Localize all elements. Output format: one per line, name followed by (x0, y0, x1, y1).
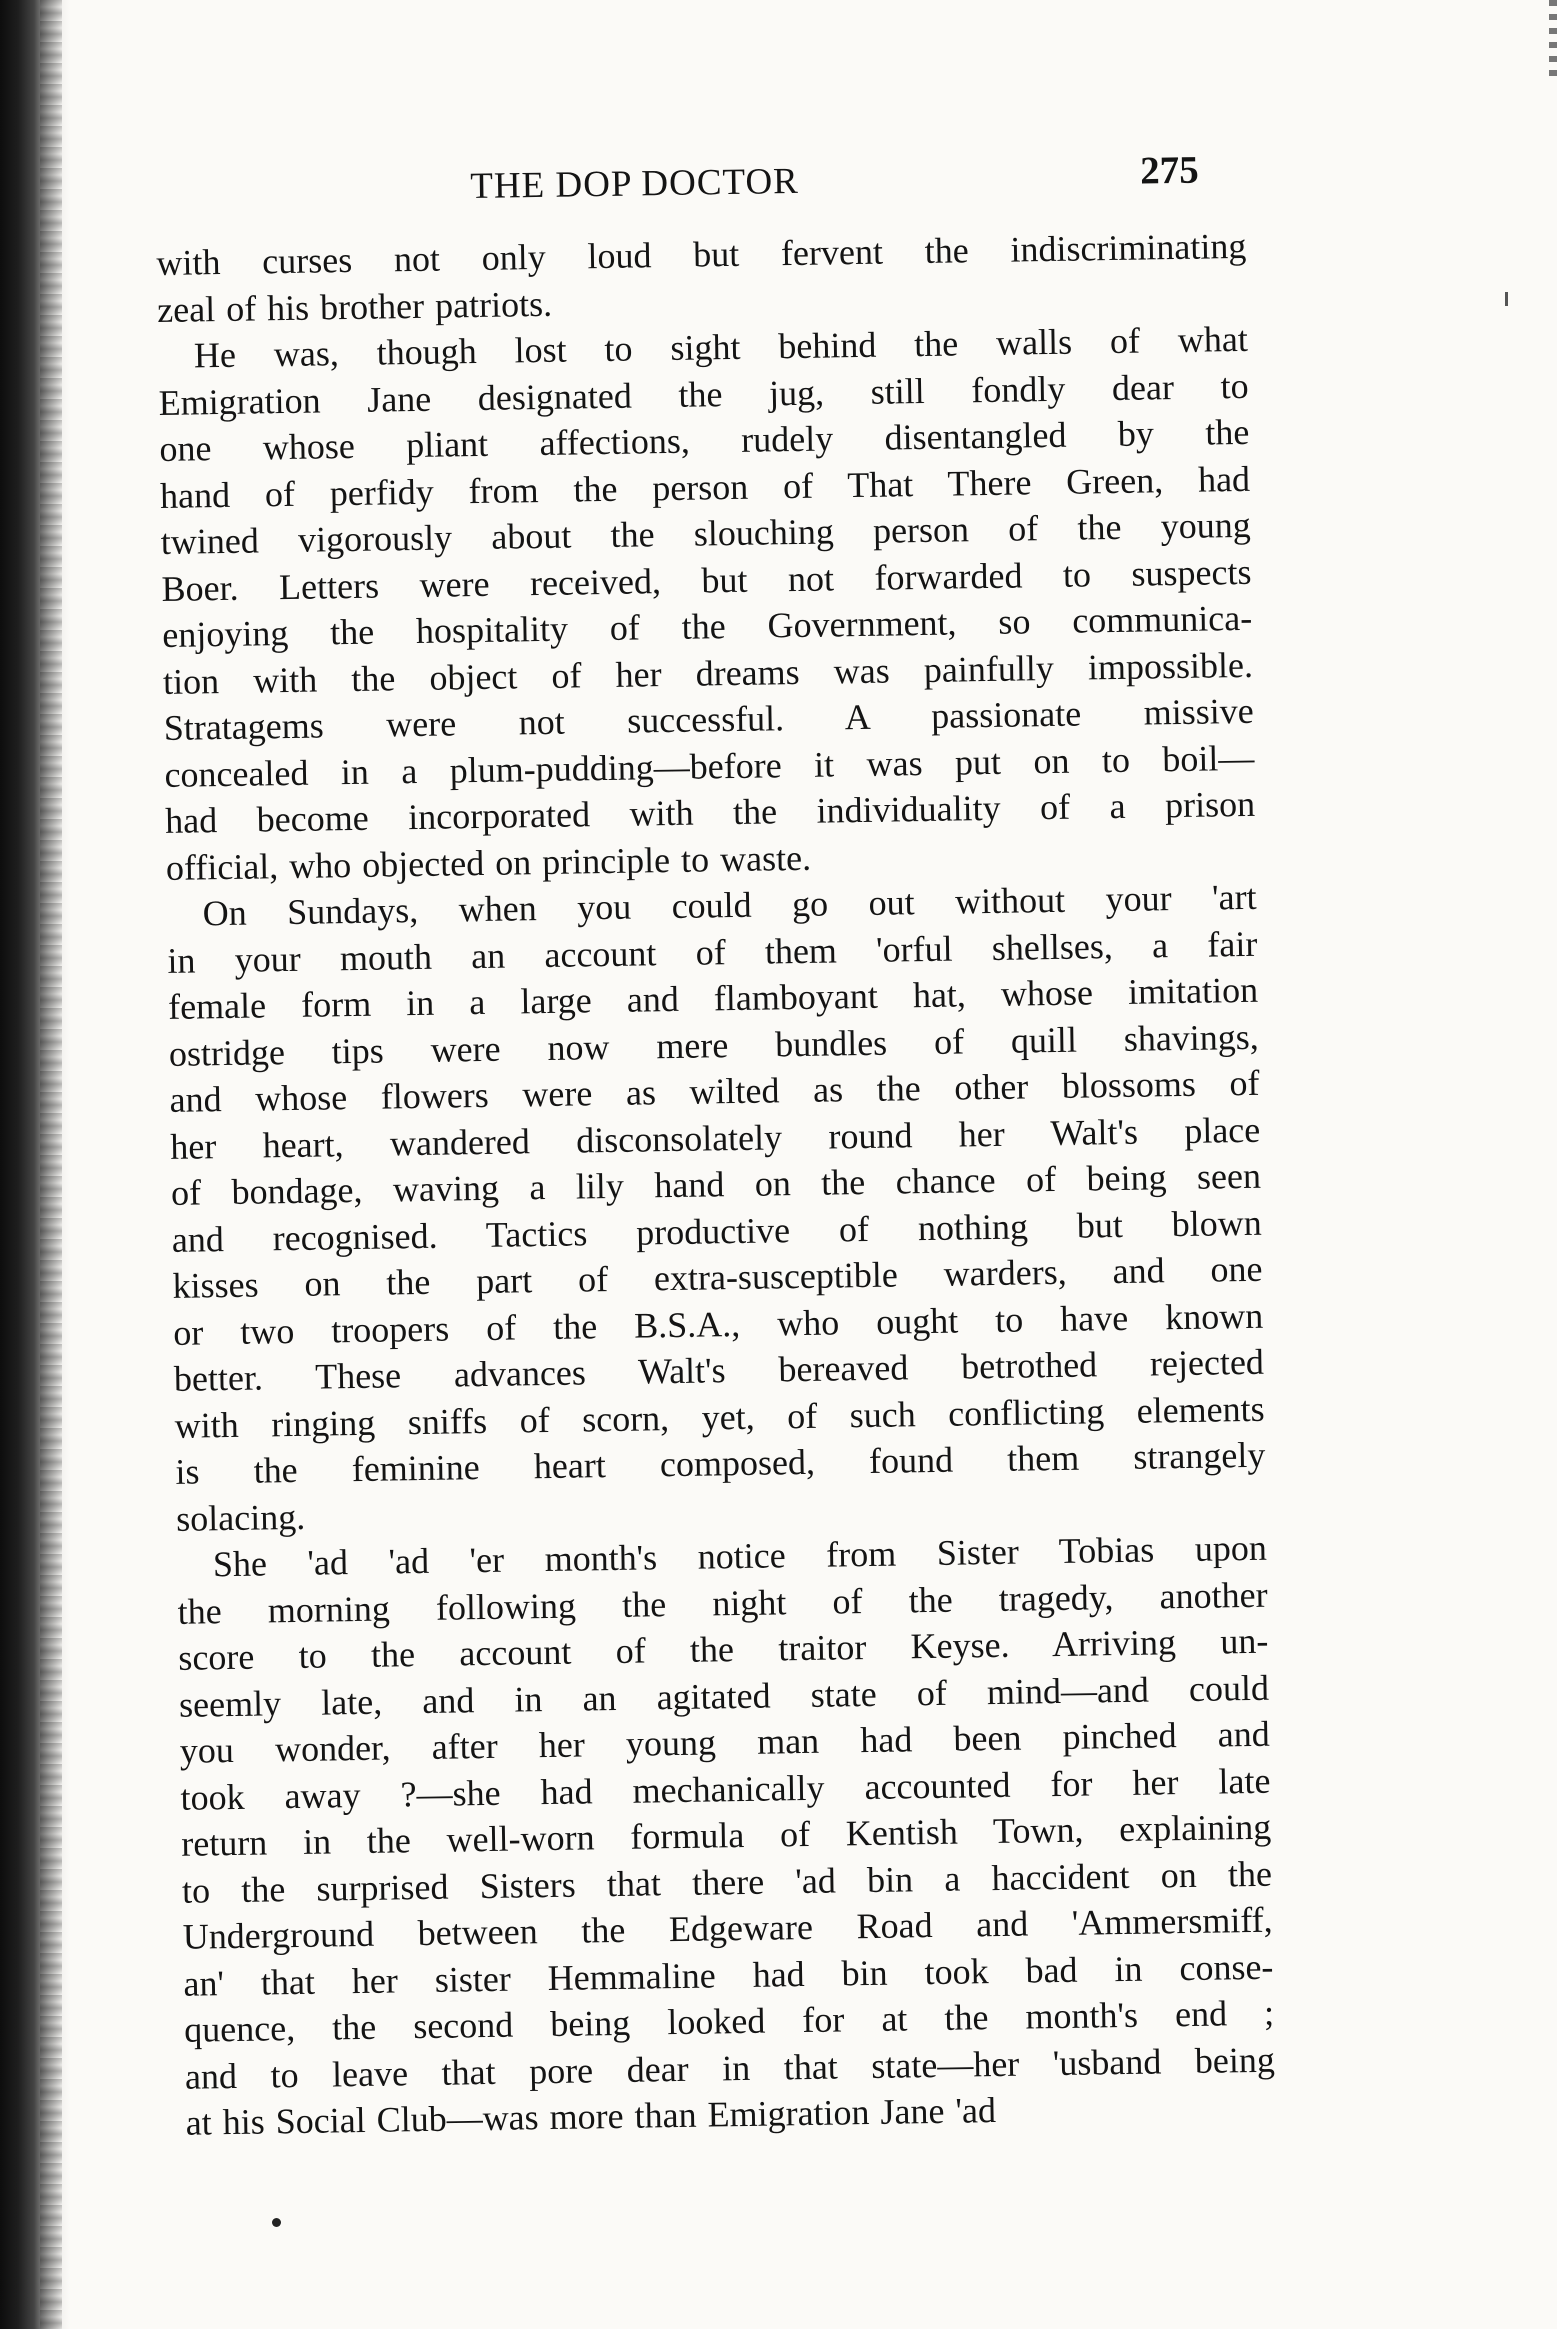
body-text (156, 223, 1276, 2146)
text-line: is the feminine heart composed, found them strangely (175, 1434, 1266, 1492)
text-line: the morning following the night of the tragedy, another (177, 1574, 1268, 1632)
text-line: at his Social Club—was more than Emigration Jane 'ad (185, 2090, 997, 2143)
text-line: Emigration Jane designated the jug, still fondly dear to (158, 365, 1249, 423)
text-line: seemly late, and in an agitated state of mind—and could (178, 1667, 1270, 1725)
text-line: quence, the second being looked for at the month's end ; (183, 1992, 1275, 2050)
ink-speck (272, 2218, 281, 2227)
text-line: enjoying the hospitality of the Government, so communica- (161, 597, 1253, 655)
text-line: kisses on the part of extra-susceptible warders, and one (172, 1248, 1263, 1306)
paragraph (166, 874, 1266, 1542)
text-line: tion with the object of her dreams was painfully impossible. (162, 644, 1254, 702)
text-line: Boer. Letters were received, but not forwarded to suspects (161, 551, 1252, 609)
text-line: He was, though lost to sight behind the walls of what (193, 318, 1249, 376)
text-line: twined vigorously about the slouching person of the young (160, 504, 1252, 562)
text-line: and to leave that pore dear in that state—her 'usband being (184, 2039, 1276, 2097)
text-line: and whose flowers were as wilted as the other blossoms of (169, 1062, 1260, 1120)
text-line: to the surprised Sisters that there 'ad bin a haccident on the (181, 1853, 1273, 1911)
text-line: you wonder, after her young man had been pinched and (179, 1713, 1271, 1771)
text-line: an' that her sister Hemmaline had bin took bad in conse- (183, 1946, 1274, 2004)
text-line: Underground between the Edgeware Road and 'Ammersmiff, (182, 1899, 1273, 1957)
text-line: She 'ad 'ad 'er month's notice from Sister Tobias upon (212, 1527, 1268, 1585)
paragraph (156, 223, 1247, 333)
text-line: with ringing sniffs of scorn, yet, of such conflicting elements (174, 1388, 1265, 1446)
text-line: in your mouth an account of them 'orful shellses, a fair (167, 923, 1258, 981)
text-line: female form in a large and flamboyant hat, whose imitation (167, 969, 1259, 1027)
scan-right-edge-marks (1549, 0, 1557, 80)
paragraph (177, 1525, 1276, 2147)
text-line: better. These advances Walt's bereaved betrothed rejected (173, 1341, 1265, 1399)
text-line: return in the well-worn formula of Kentish Town, explaining (180, 1806, 1272, 1864)
paragraph (158, 316, 1257, 891)
text-line: one whose pliant affections, rudely disentangled by the (159, 411, 1250, 469)
page-number: 275 (1139, 148, 1199, 193)
text-line: had become incorporated with the individuality of a prison (164, 783, 1256, 841)
scan-margin-tick (1505, 292, 1508, 306)
text-line: ostridge tips were now mere bundles of quill shavings, (168, 1016, 1260, 1074)
text-line: score to the account of the traitor Keyse. Arriving un- (178, 1620, 1269, 1678)
text-line: On Sundays, when you could go out without your 'art (202, 876, 1257, 934)
text-line: zeal of his brother patriots. (156, 283, 553, 330)
text-line: concealed in a plum-pudding—before it was put on to boil— (164, 737, 1255, 795)
text-line: and recognised. Tactics productive of nothing but blown (171, 1202, 1262, 1260)
text-line: of bondage, waving a lily hand on the chance of being seen (170, 1155, 1262, 1213)
running-title: THE DOP DOCTOR (469, 160, 800, 208)
book-page (155, 148, 1276, 2146)
text-line: hand of perfidy from the person of That There Green, had (159, 458, 1251, 516)
text-line: with curses not only loud but fervent the indiscriminating (156, 225, 1247, 283)
text-line: solacing. (175, 1496, 306, 1539)
scan-binding-speckle (40, 0, 62, 2329)
text-line: official, who objected on principle to waste. (165, 837, 812, 888)
text-line: her heart, wandered disconsolately round her Walt's place (170, 1109, 1261, 1167)
text-line: Stratagems were not successful. A passionate missive (163, 690, 1254, 748)
text-line: or two troopers of the B.S.A., who ought to have known (172, 1295, 1264, 1353)
text-line: took away ?—she had mechanically accounted for her late (180, 1760, 1271, 1818)
